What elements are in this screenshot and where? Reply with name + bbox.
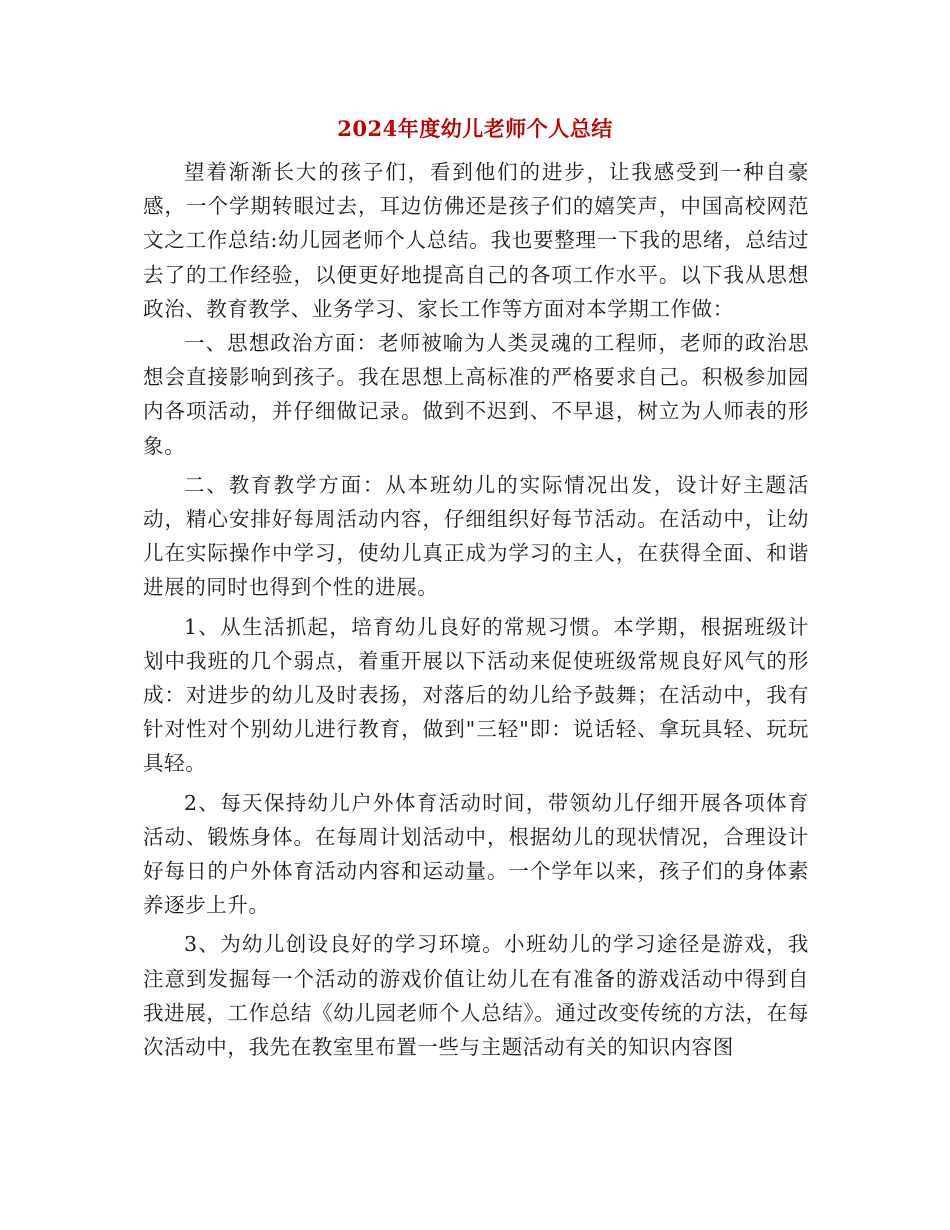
paragraph-item-1: 1、从生活抓起，培育幼儿良好的常规习惯。本学期，根据班级计划中我班的几个弱点，着重开展以下活动来促使班级常规良好风气的形成：对进步的幼儿及时表扬，对落后的幼儿给予鼓舞；在活动中，我有针对性对个别幼儿进行教育，做到"三轻"即：说话轻、拿玩具轻、玩玩具轻。 bbox=[143, 614, 809, 776]
paragraph-item-3: 3、为幼儿创设良好的学习环境。小班幼儿的学习途径是游戏，我注意到发掘每一个活动的游戏价值让幼儿在有准备的游戏活动中得到自我进展，工作总结《幼儿园老师个人总结》。通过改变传统的方法，在每次活动中，我先在教室里布置一些与主题活动有关的知识内容图 bbox=[143, 932, 809, 1060]
document-title: 2024年度幼儿老师个人总结 bbox=[337, 116, 613, 141]
paragraph-intro: 望着渐渐长大的孩子们，看到他们的进步，让我感受到一种自豪感，一个学期转眼过去，耳边仿佛还是孩子们的嬉笑声，中国高校网范文之工作总结:幼儿园老师个人总结。我也要整理一下我的思绪，总结过去了的工作经验，以便更好地提高自己的各项工作水平。以下我从思想政治、教育教学、业务学习、家长工作等方面对本学期工作做： bbox=[143, 160, 809, 321]
document-body bbox=[143, 155, 809, 1064]
paragraph-political: 一、思想政治方面：老师被喻为人类灵魂的工程师，老师的政治思想会直接影响到孩子。我在思想上高标准的严格要求自己。积极参加园内各项活动，并仔细做记录。做到不迟到、不早退，树立为人师表的形象。 bbox=[143, 331, 809, 458]
paragraph-teaching: 二、教育教学方面：从本班幼儿的实际情况出发，设计好主题活动，精心安排好每周活动内容，仔细组织好每节活动。在活动中，让幼儿在实际操作中学习，使幼儿真正成为学习的主人，在获得全面、和谐进展的同时也得到个性的进展。 bbox=[143, 472, 809, 600]
paragraph-item-2: 2、每天保持幼儿户外体育活动时间，带领幼儿仔细开展各项体育活动、锻炼身体。在每周计划活动中，根据幼儿的现状情况，合理设计好每日的户外体育活动内容和运动量。一个学年以来，孩子们的身体素养逐步上升。 bbox=[143, 790, 809, 918]
